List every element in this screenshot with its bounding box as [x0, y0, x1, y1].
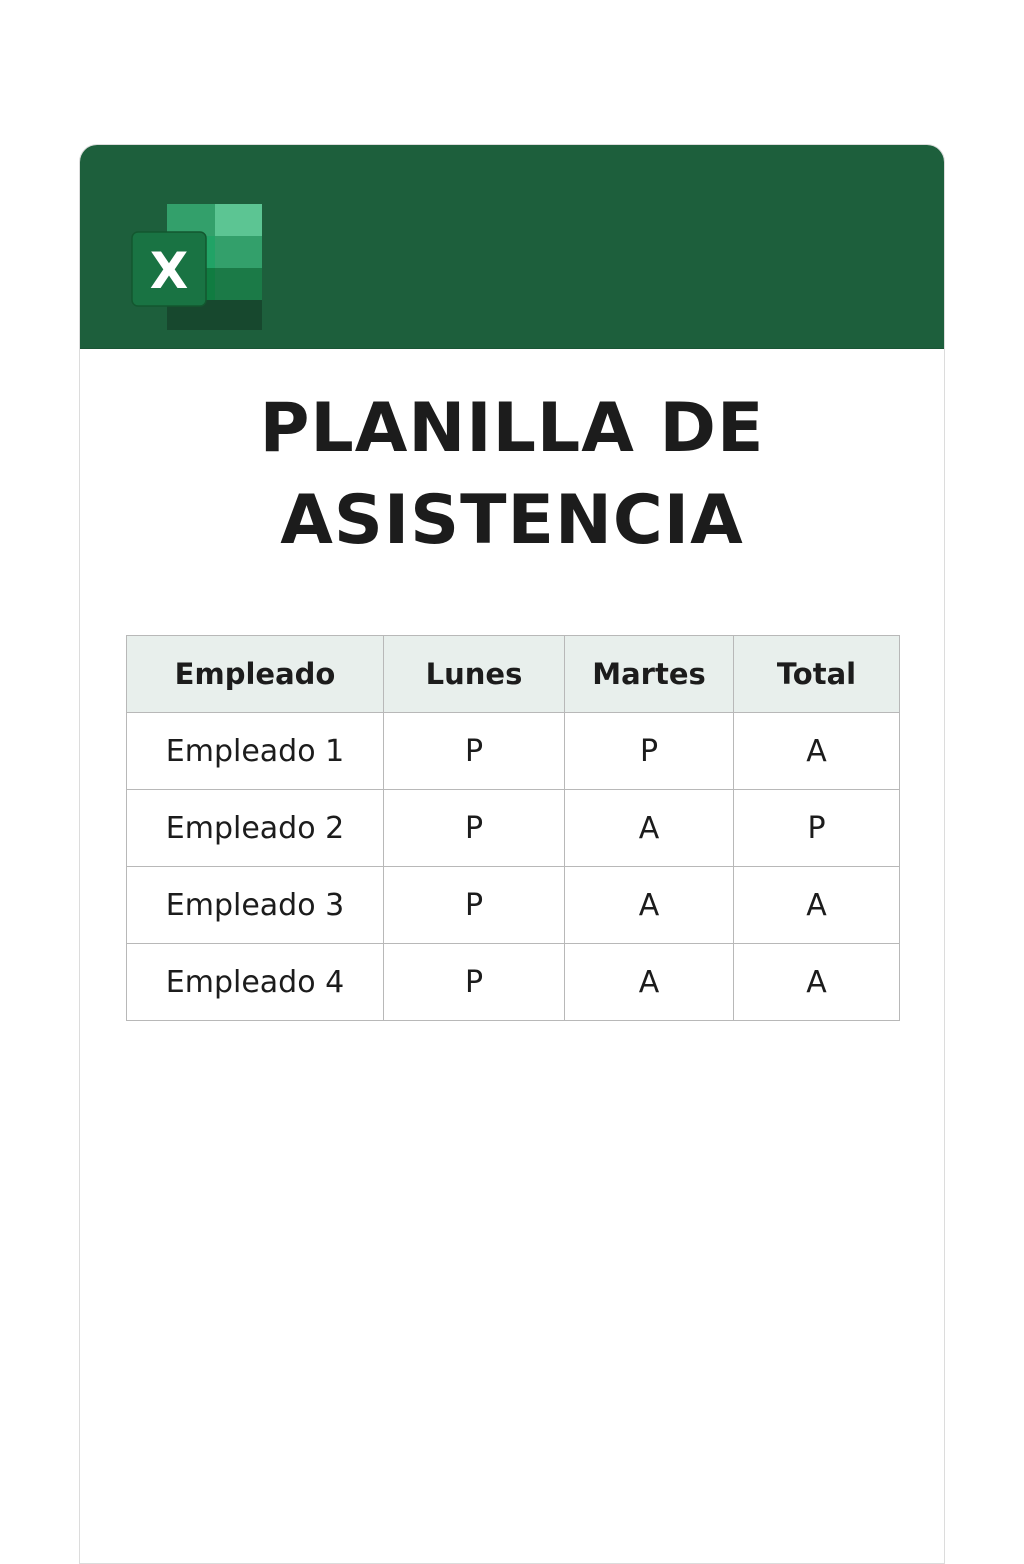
column-header-total: Total — [734, 636, 900, 713]
cell-lunes[interactable]: P — [384, 790, 565, 867]
cell-total[interactable]: A — [734, 867, 900, 944]
cell-total[interactable]: P — [734, 790, 900, 867]
cell-martes[interactable]: P — [565, 713, 734, 790]
cell-employee[interactable]: Empleado 4 — [127, 944, 384, 1021]
excel-logo-icon — [130, 202, 266, 332]
cell-total[interactable]: A — [734, 944, 900, 1021]
table-header-row — [127, 636, 900, 713]
cell-employee[interactable]: Empleado 1 — [127, 713, 384, 790]
cell-total[interactable]: A — [734, 713, 900, 790]
cell-martes[interactable]: A — [565, 867, 734, 944]
cell-lunes[interactable]: P — [384, 867, 565, 944]
document-header — [80, 145, 944, 349]
table-row — [127, 867, 900, 944]
document-card — [79, 144, 945, 1564]
attendance-table — [126, 635, 900, 1021]
cell-lunes[interactable]: P — [384, 713, 565, 790]
column-header-lunes: Lunes — [384, 636, 565, 713]
table-row — [127, 713, 900, 790]
column-header-martes: Martes — [565, 636, 734, 713]
table-row — [127, 790, 900, 867]
table-row — [127, 944, 900, 1021]
column-header-empleado: Empleado — [127, 636, 384, 713]
svg-text:X: X — [149, 242, 189, 300]
page-title — [80, 383, 944, 567]
cell-employee[interactable]: Empleado 3 — [127, 867, 384, 944]
cell-martes[interactable]: A — [565, 790, 734, 867]
cell-martes[interactable]: A — [565, 944, 734, 1021]
title-line-1: PLANILLA DE — [259, 389, 765, 468]
cell-employee[interactable]: Empleado 2 — [127, 790, 384, 867]
cell-lunes[interactable]: P — [384, 944, 565, 1021]
title-line-2: ASISTENCIA — [280, 481, 744, 560]
